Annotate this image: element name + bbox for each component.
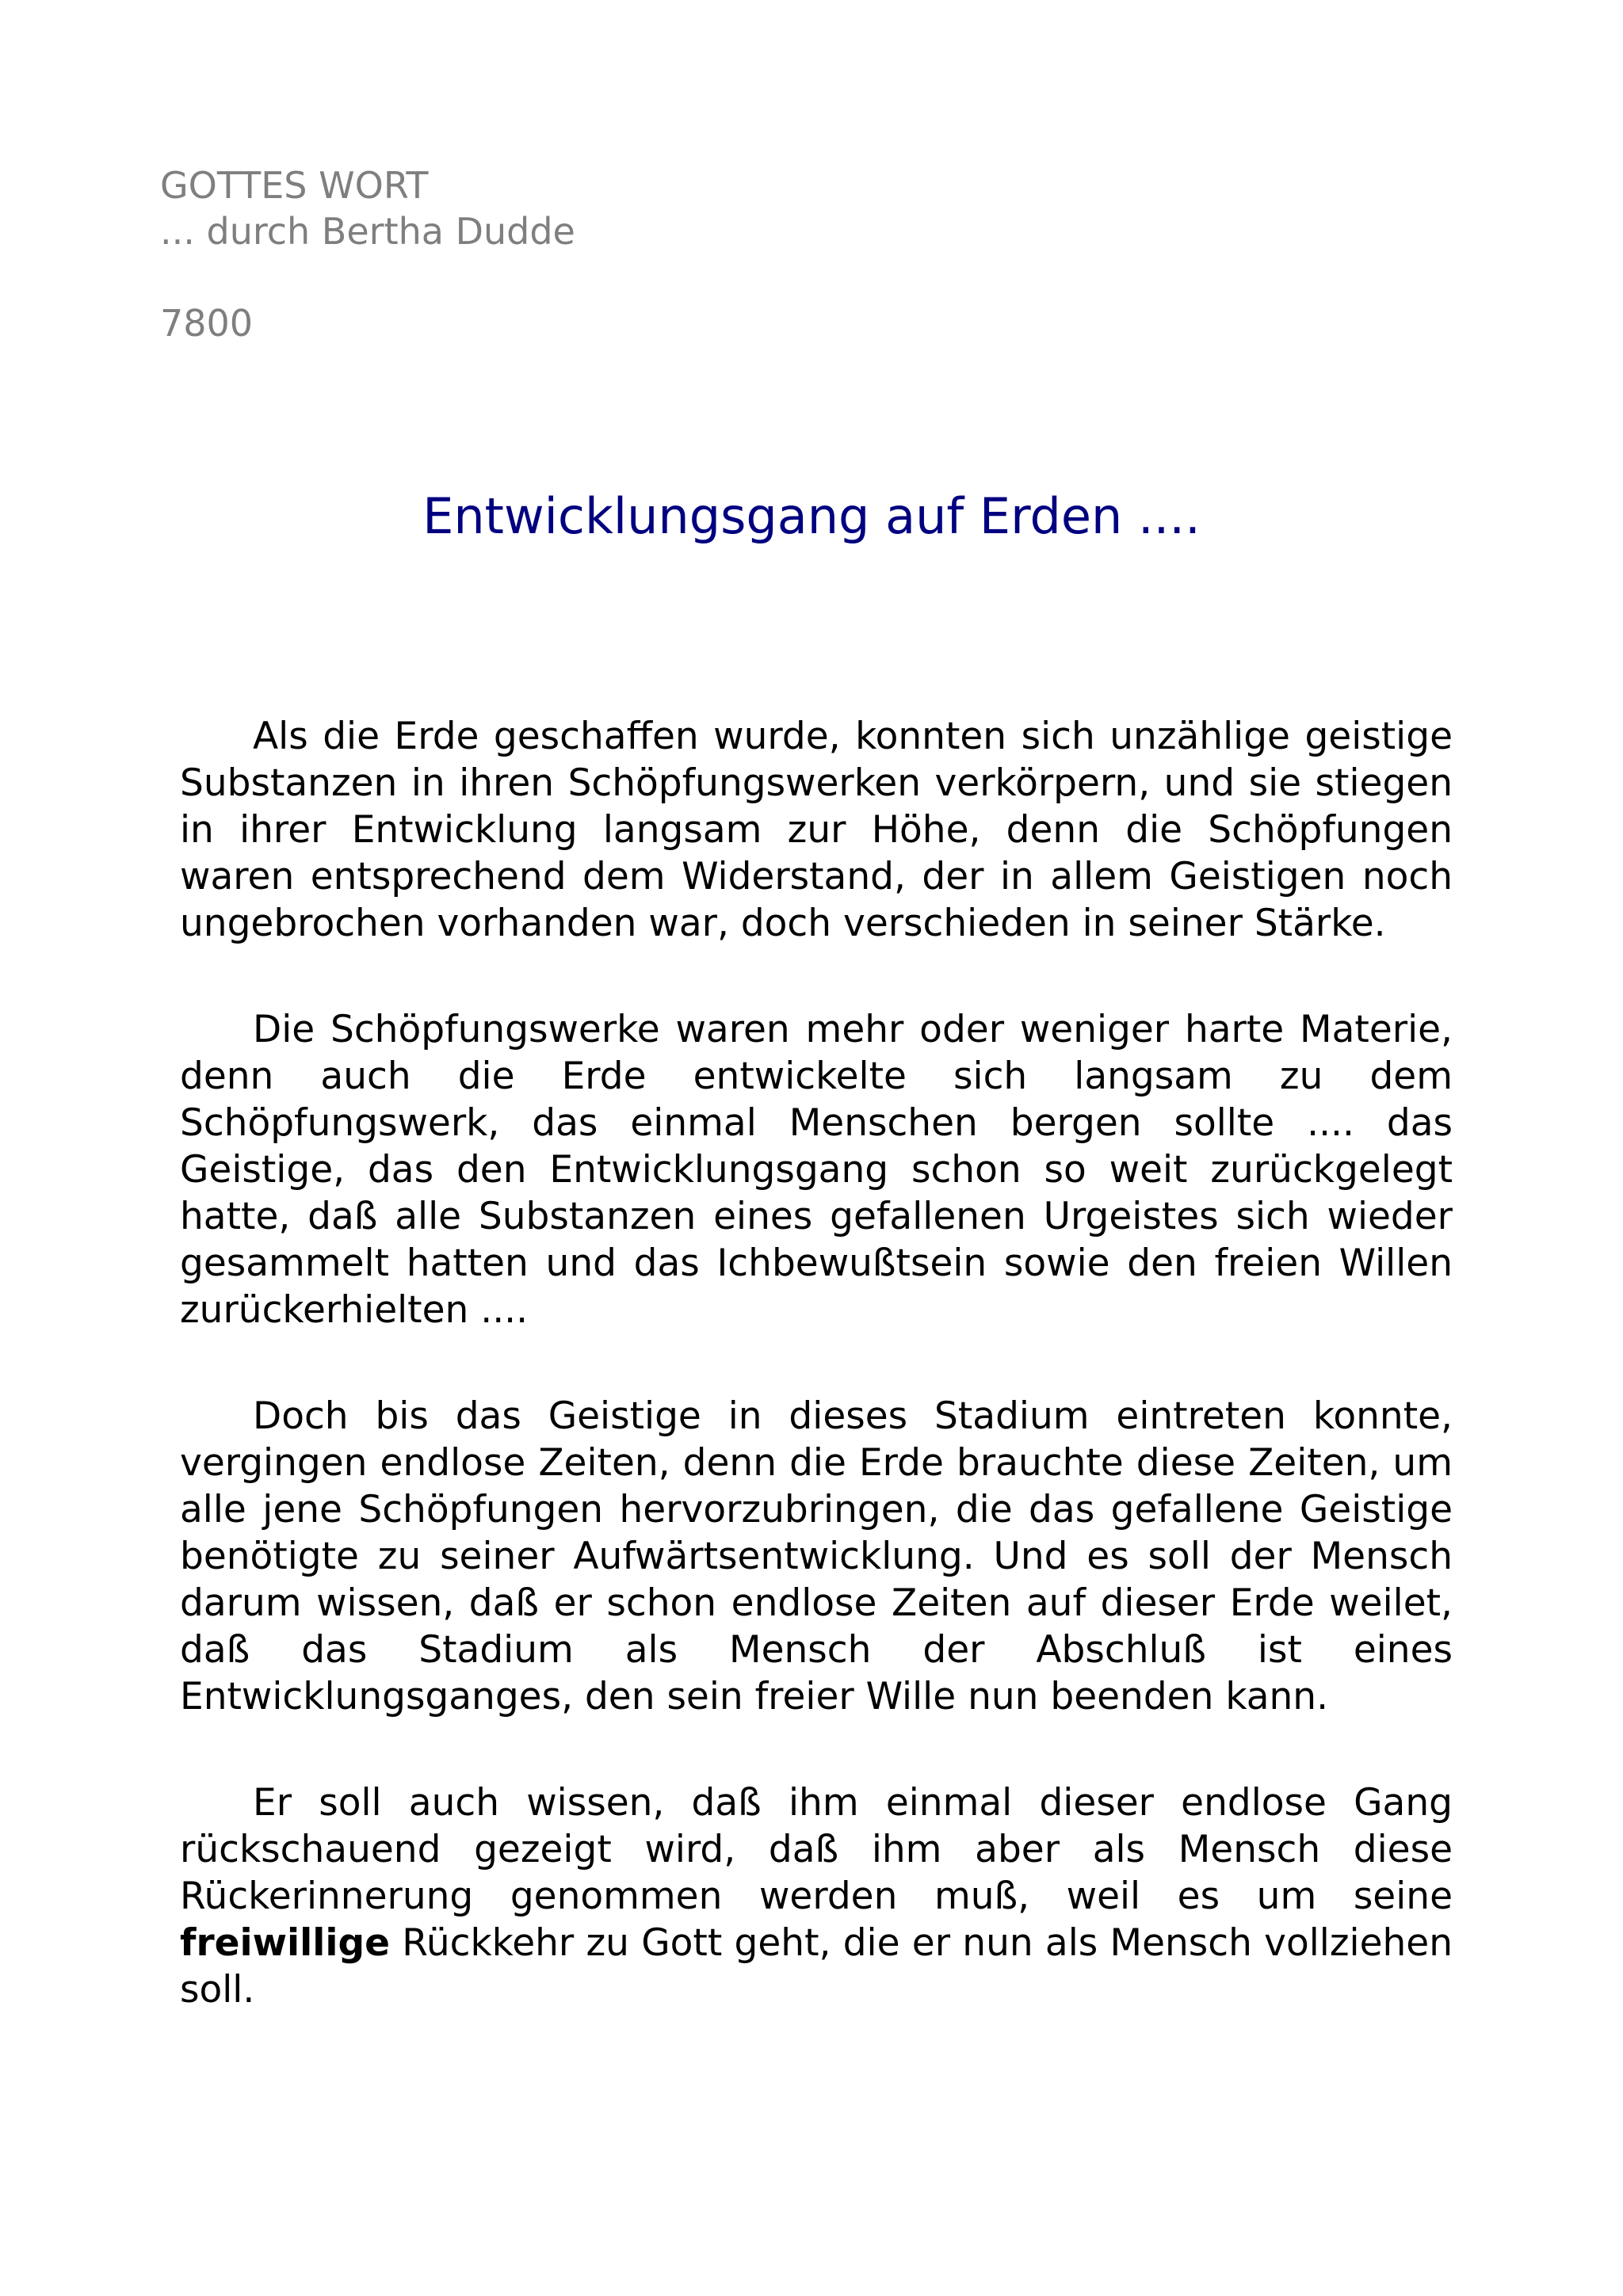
paragraph-2: Die Schöpfungswerke waren mehr oder weniger harte Materie, denn auch die Erde entwickelte sich langsam zu dem Schöpfungswerk, das einmal Menschen bergen sollte .... das Geistige, das den Entwicklungsgang schon so weit zurückgelegt hatte, daß alle Substanzen eines gefallenen Urgeistes sich wieder gesammelt hatten und das Ichbewußtsein sowie den freien Willen zurückerhielten .... [180, 1008, 1453, 1332]
header-source: GOTTES WORT [160, 164, 429, 207]
paragraph-4-emphasis: freiwillige [180, 1921, 390, 1965]
paragraph-4-text-start: Er soll auch wissen, daß ihm einmal dieser endlose Gang rückschauend gezeigt wird, daß ihm aber als Mensch diese Rückerinnerung genommen werden muß, weil es um seine [180, 1781, 1453, 1918]
document-number: 7800 [160, 302, 254, 345]
paragraph-3: Doch bis das Geistige in dieses Stadium eintreten konnte, vergingen endlose Zeiten, denn die Erde brauchte diese Zeiten, um alle jene Schöpfungen hervorzubringen, die das gefallene Geistige benötigte zu seiner Aufwärtsentwicklung. Und es soll der Mensch darum wissen, daß er schon endlose Zeiten auf dieser Erde weilet, daß das Stadium als Mensch der Abschluß ist eines Entwicklungsganges, den sein freier Wille nun beenden kann. [180, 1394, 1453, 1718]
paragraph-4-text-end: Rückkehr zu Gott geht, die er nun als Mensch vollziehen soll. [180, 1921, 1453, 2012]
paragraph-4 [180, 1779, 1453, 2013]
paragraph-1: Als die Erde geschaffen wurde, konnten sich unzählige geistige Substanzen in ihren Schöpfungswerken verkörpern, und sie stiegen in ihrer Entwicklung langsam zur Höhe, denn die Schöpfungen waren entsprechend dem Widerstand, der in allem Geistigen noch ungebrochen vorhanden war, doch verschieden in seiner Stärke. [180, 715, 1453, 945]
page-title: Entwicklungsgang auf Erden .... [422, 487, 1201, 545]
document-body [180, 713, 1453, 2073]
document-header [160, 162, 575, 346]
header-author: ... durch Bertha Dudde [160, 210, 575, 253]
